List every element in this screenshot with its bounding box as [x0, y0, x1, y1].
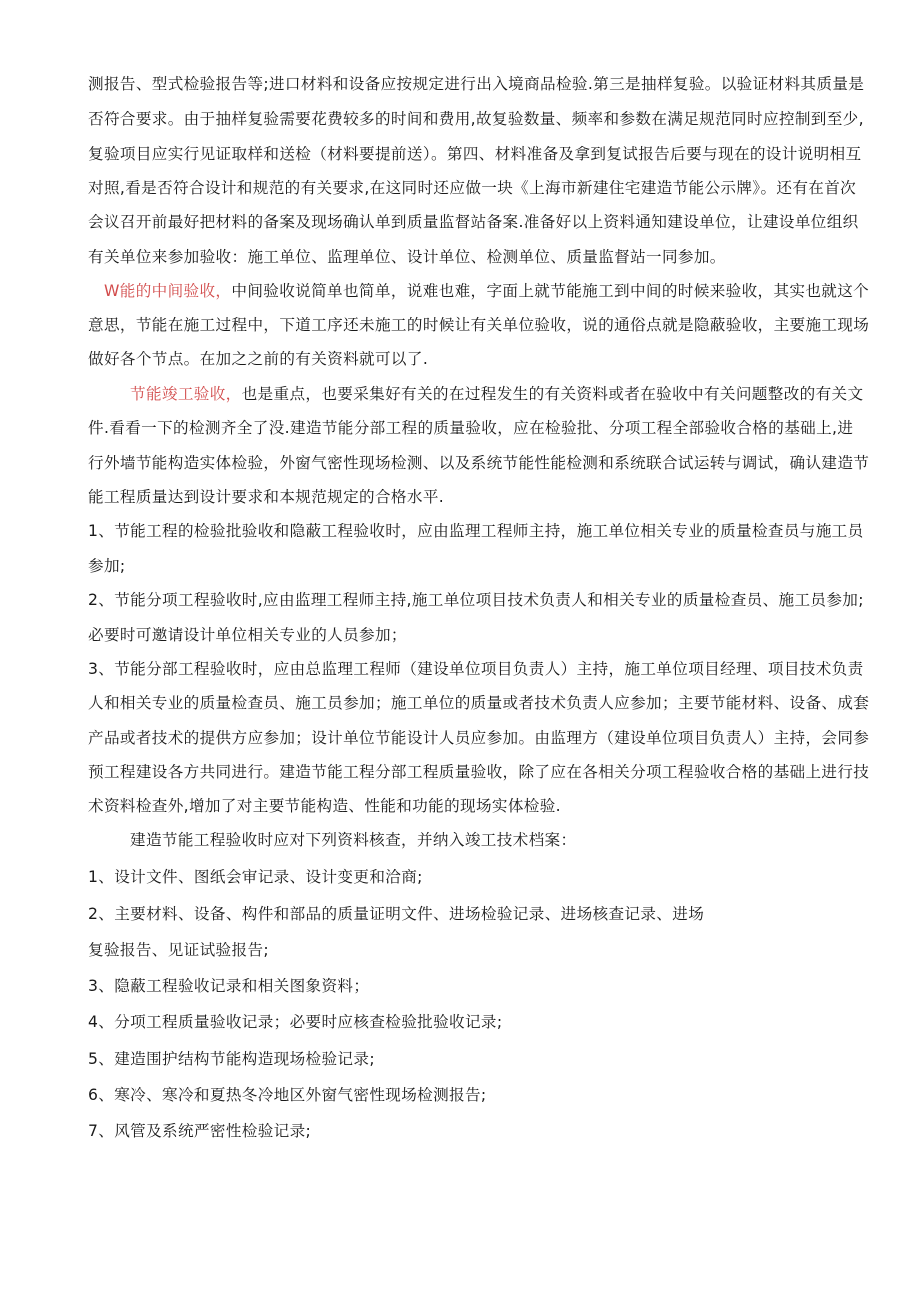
text-line: 会议召开前最好把材料的备案及现场确认单到质量监督站备案.准备好以上资料通知建设单位，让建设单位组织 [88, 213, 859, 231]
list-item: 2、节能分项工程验收时,应由监理工程师主持,施工单位项目技术负责人和相关专业的质量检查员、施工员参加; [88, 591, 864, 609]
list-item-continuation: 术资料检查外,增加了对主要节能构造、性能和功能的现场实体检验. [88, 797, 561, 815]
checklist-item: 7、风管及系统严密性检验记录; [88, 1122, 312, 1140]
list-item-continuation: 参加; [88, 557, 126, 575]
checklist-item: 6、寒冷、寒冷和夏热冬冷地区外窗气密性现场检测报告; [88, 1086, 487, 1104]
checklist-intro: 建造节能工程验收时应对下列资料核查，并纳入竣工技术档案： [130, 831, 577, 849]
text-line: 意思，节能在施工过程中，下道工序还未施工的时候让有关单位验收，说的通俗点就是隐蔽验收，主要施工现场 [88, 316, 870, 334]
text-line [104, 280, 920, 302]
list-item-continuation: 预工程建设各方共同进行。建造节能工程分部工程质量验收，除了应在各相关分项工程验收合格的基础上进行技 [88, 763, 870, 781]
checklist-item: 1、设计文件、图纸会审记录、设计变更和洽商; [88, 868, 423, 886]
list-item: 1、节能工程的检验批验收和隐蔽工程验收时，应由监理工程师主持，施工单位相关专业的质量检查员与施工员 [88, 522, 864, 540]
checklist-item-continuation: 复验报告、见证试验报告; [88, 941, 269, 959]
checklist-item: 2、主要材料、设备、构件和部品的质量证明文件、进场检验记录、进场核查记录、进场 [88, 905, 705, 923]
paragraph-material-review [88, 74, 918, 266]
final-acceptance-heading: 节能竣工验收， [130, 385, 242, 403]
text-line: 行外墙节能构造实体检验，外窗气密性现场检测、以及系统节能性能检测和系统联合试运转与调试，确认建造节 [88, 454, 870, 472]
list-item-continuation: 产品或者技术的提供方应参加；设计单位节能设计人员应参加。由监理方（建设单位项目负责人）主持，会同参 [88, 729, 870, 747]
final-acceptance-text: 也是重点，也要采集好有关的在过程发生的有关资料或者在验收中有关问题整改的有关文 [241, 385, 864, 403]
checklist-item: 5、建造围护结构节能构造现场检验记录; [88, 1050, 375, 1068]
list-item-continuation: 人和相关专业的质量检查员、施工员参加；施工单位的质量或者技术负责人应参加；主要节能材料、设备、成套 [88, 694, 870, 712]
checklist-item: 4、分项工程质量验收记录；必要时应核查检验批验收记录; [88, 1013, 503, 1031]
text-line: 件.看看一下的检测齐全了没.建造节能分部工程的质量验收，应在检验批、分项工程全部验收合格的基础上,进 [88, 419, 854, 437]
list-item: 3、节能分部工程验收时，应由总监理工程师（建设单位项目负责人）主持，施工单位项目经理、项目技术负责 [88, 660, 864, 678]
text-line: 测报告、型式检验报告等;进口材料和设备应按规定进行出入境商品检验.第三是抽样复验。以验证材料其质量是 [88, 75, 865, 93]
document-page [88, 74, 918, 1140]
text-line: 否符合要求。由于抽样复验需要花费较多的时间和费用,故复验数量、频率和参数在满足规范同时应控制到至少, [88, 110, 864, 128]
text-line: 对照,看是否符合设计和规范的有关要求,在这同时还应做一块《上海市新建住宅建造节能公示牌》。还有在首次 [88, 179, 857, 197]
text-line: 复验项目应实行见证取样和送检（材料要提前送）。第四、材料准备及拿到复试报告后要与现在的设计说明相互 [88, 145, 862, 163]
text-line [130, 383, 920, 405]
mid-acceptance-text: 中间验收说简单也简单，说难也难，字面上就节能施工到中间的时候来验收，其实也就这个 [231, 282, 870, 300]
checklist-item: 3、隐蔽工程验收记录和相关图象资料； [88, 977, 370, 995]
text-line: 有关单位来参加验收：施工单位、监理单位、设计单位、检测单位、质量监督站一同参加。 [88, 248, 726, 266]
list-item-continuation: 必要时可邀请设计单位相关专业的人员参加； [88, 626, 407, 644]
text-line: 能工程质量达到设计要求和本规范规定的合格水平. [88, 488, 445, 506]
mid-acceptance-heading: W能的中间验收， [104, 282, 232, 300]
text-line: 做好各个节点。在加之之前的有关资料就可以了. [88, 350, 429, 368]
